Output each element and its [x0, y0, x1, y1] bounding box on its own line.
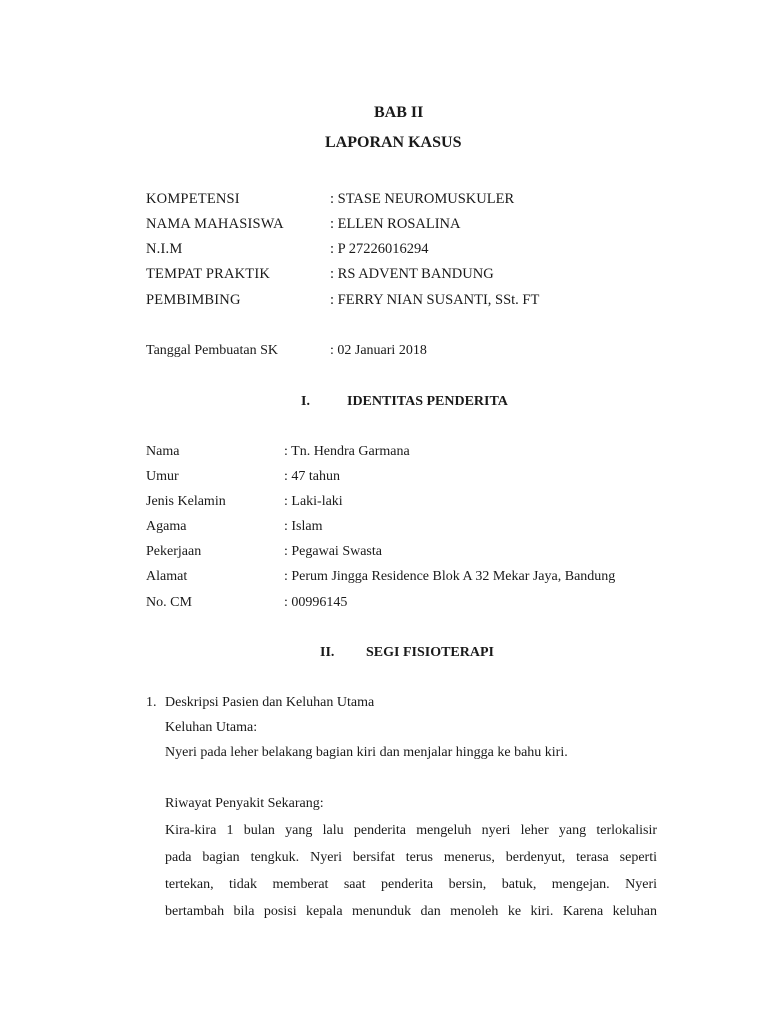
identity-value: : Pegawai Swasta: [284, 544, 382, 559]
section-title: SEGI FISIOTERAPI: [366, 645, 494, 660]
meta-label: NAMA MAHASISWA: [146, 216, 284, 232]
list-item-number: 1.: [146, 695, 157, 710]
sk-date-label: Tanggal Pembuatan SK: [146, 343, 278, 358]
list-item-title: Deskripsi Pasien dan Keluhan Utama: [165, 695, 375, 710]
riwayat-label: Riwayat Penyakit Sekarang:: [165, 796, 324, 811]
identity-label: Agama: [146, 519, 187, 534]
keluhan-text: Nyeri pada leher belakang bagian kiri dan menjalar hingga ke bahu kiri.: [165, 745, 568, 760]
riwayat-paragraph-line: bertambah bila posisi kepala menunduk dan menoleh ke kiri. Karena keluhan: [165, 904, 657, 919]
identity-value: : Islam: [284, 519, 323, 534]
meta-value: : STASE NEUROMUSKULER: [330, 191, 515, 207]
meta-value: : ELLEN ROSALINA: [330, 216, 461, 232]
report-title: LAPORAN KASUS: [325, 134, 462, 151]
identity-label: Umur: [146, 469, 179, 484]
riwayat-paragraph-line: Kira-kira 1 bulan yang lalu penderita mengeluh nyeri leher yang terlokalisir: [165, 823, 657, 838]
meta-value: : RS ADVENT BANDUNG: [330, 266, 494, 282]
meta-label: TEMPAT PRAKTIK: [146, 266, 271, 282]
keluhan-label: Keluhan Utama:: [165, 720, 258, 735]
identity-value: : Laki-laki: [284, 494, 343, 509]
section-number: II.: [320, 645, 335, 660]
sk-date-value: : 02 Januari 2018: [330, 343, 427, 358]
meta-label: N.I.M: [146, 241, 183, 257]
meta-value: : P 27226016294: [330, 241, 429, 257]
identity-value: : 00996145: [284, 595, 348, 610]
riwayat-paragraph-line: tertekan, tidak memberat saat penderita bersin, batuk, mengejan. Nyeri: [165, 877, 657, 892]
identity-value: : Perum Jingga Residence Blok A 32 Mekar Jaya, Bandung: [284, 569, 616, 584]
identity-label: No. CM: [146, 595, 192, 610]
identity-value: : Tn. Hendra Garmana: [284, 444, 410, 459]
identity-label: Pekerjaan: [146, 544, 202, 559]
meta-label: KOMPETENSI: [146, 191, 240, 207]
riwayat-paragraph-line: pada bagian tengkuk. Nyeri bersifat terus menerus, berdenyut, terasa seperti: [165, 850, 657, 865]
meta-value: : FERRY NIAN SUSANTI, SSt. FT: [330, 292, 540, 308]
identity-label: Alamat: [146, 569, 188, 584]
identity-value: : 47 tahun: [284, 469, 340, 484]
meta-label: PEMBIMBING: [146, 292, 241, 308]
identity-label: Jenis Kelamin: [146, 494, 226, 509]
chapter-heading: BAB II: [374, 104, 424, 121]
identity-label: Nama: [146, 444, 180, 459]
section-title: IDENTITAS PENDERITA: [347, 394, 508, 409]
section-number: I.: [301, 394, 310, 409]
